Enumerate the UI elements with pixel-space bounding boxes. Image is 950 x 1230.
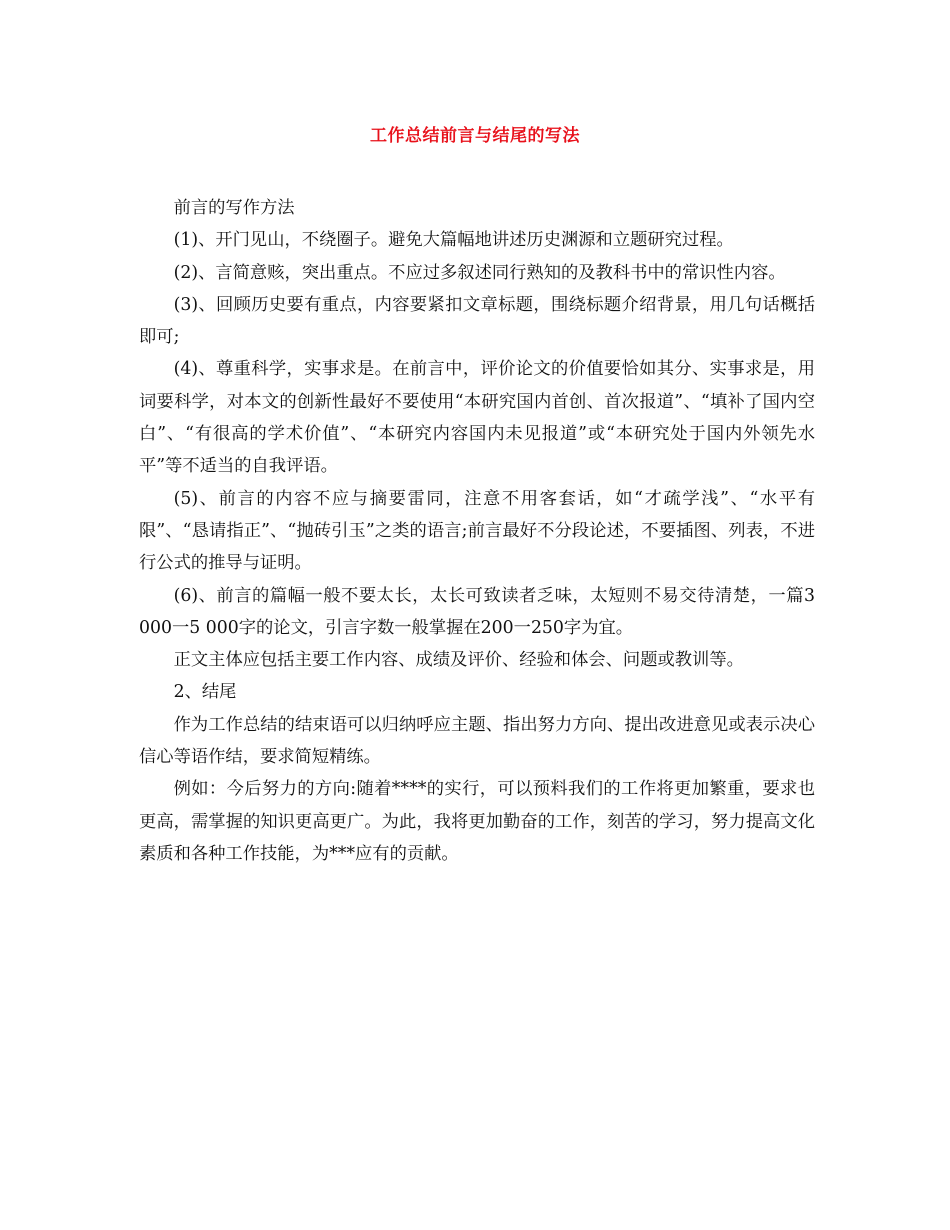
- paragraph-example: 例如：今后努力的方向:随着****的实行，可以预料我们的工作将更加繁重，要求也更高，需掌握的知识更高更广。为此，我将更加勤奋的工作，刻苦的学习，努力提高文化素质和各种工作技能，为***应有的贡献。: [139, 779, 815, 864]
- paragraph-item-3: (3)、回顾历史要有重点，内容要紧扣文章标题，围绕标题介绍背景，用几句话概括即可;: [139, 294, 815, 348]
- paragraph-main-body: 正文主体应包括主要工作内容、成绩及评价、经验和体会、问题或教训等。: [173, 650, 744, 671]
- paragraph-preface-heading: 前言的写作方法: [173, 198, 295, 218]
- document-title: 工作总结前言与结尾的写法: [370, 126, 580, 146]
- paragraph-item-2: (2)、言简意赅，突出重点。不应过多叙述同行熟知的及教科书中的常识性内容。: [173, 262, 786, 283]
- paragraph-ending-description: 作为工作总结的结束语可以归纳呼应主题、指出努力方向、提出改进意见或表示决心信心等语作结，要求简短精练。: [139, 714, 815, 768]
- document-body: [139, 192, 815, 870]
- paragraph-item-1: (1)、开门见山，不绕圈子。避免大篇幅地讲述历史渊源和立题研究过程。: [173, 230, 734, 251]
- paragraph-item-4: (4)、尊重科学，实事求是。在前言中，评价论文的价值要恰如其分、实事求是，用词要科学，对本文的创新性最好不要使用“本研究国内首创、首次报道”、“填补了国内空白”、“有很高的学术价值”、“本研究内容国内未见报道”或“本研究处于国内外领先水平”等不适当的自我评语。: [139, 359, 815, 477]
- paragraph-item-5: (5)、前言的内容不应与摘要雷同，注意不用客套话，如“才疏学浅”、“水平有限”、“恳请指正”、“抛砖引玉”之类的语言;前言最好不分段论述，不要插图、列表，不进行公式的推导与证明。: [139, 488, 815, 574]
- paragraph-ending-heading: 2、结尾: [173, 682, 237, 703]
- paragraph-item-6: (6)、前言的篇幅一般不要太长，太长可致读者乏味，太短则不易交待清楚，一篇3 000一5 000字的论文，引言字数一般掌握在200一250字为宜。: [139, 585, 815, 638]
